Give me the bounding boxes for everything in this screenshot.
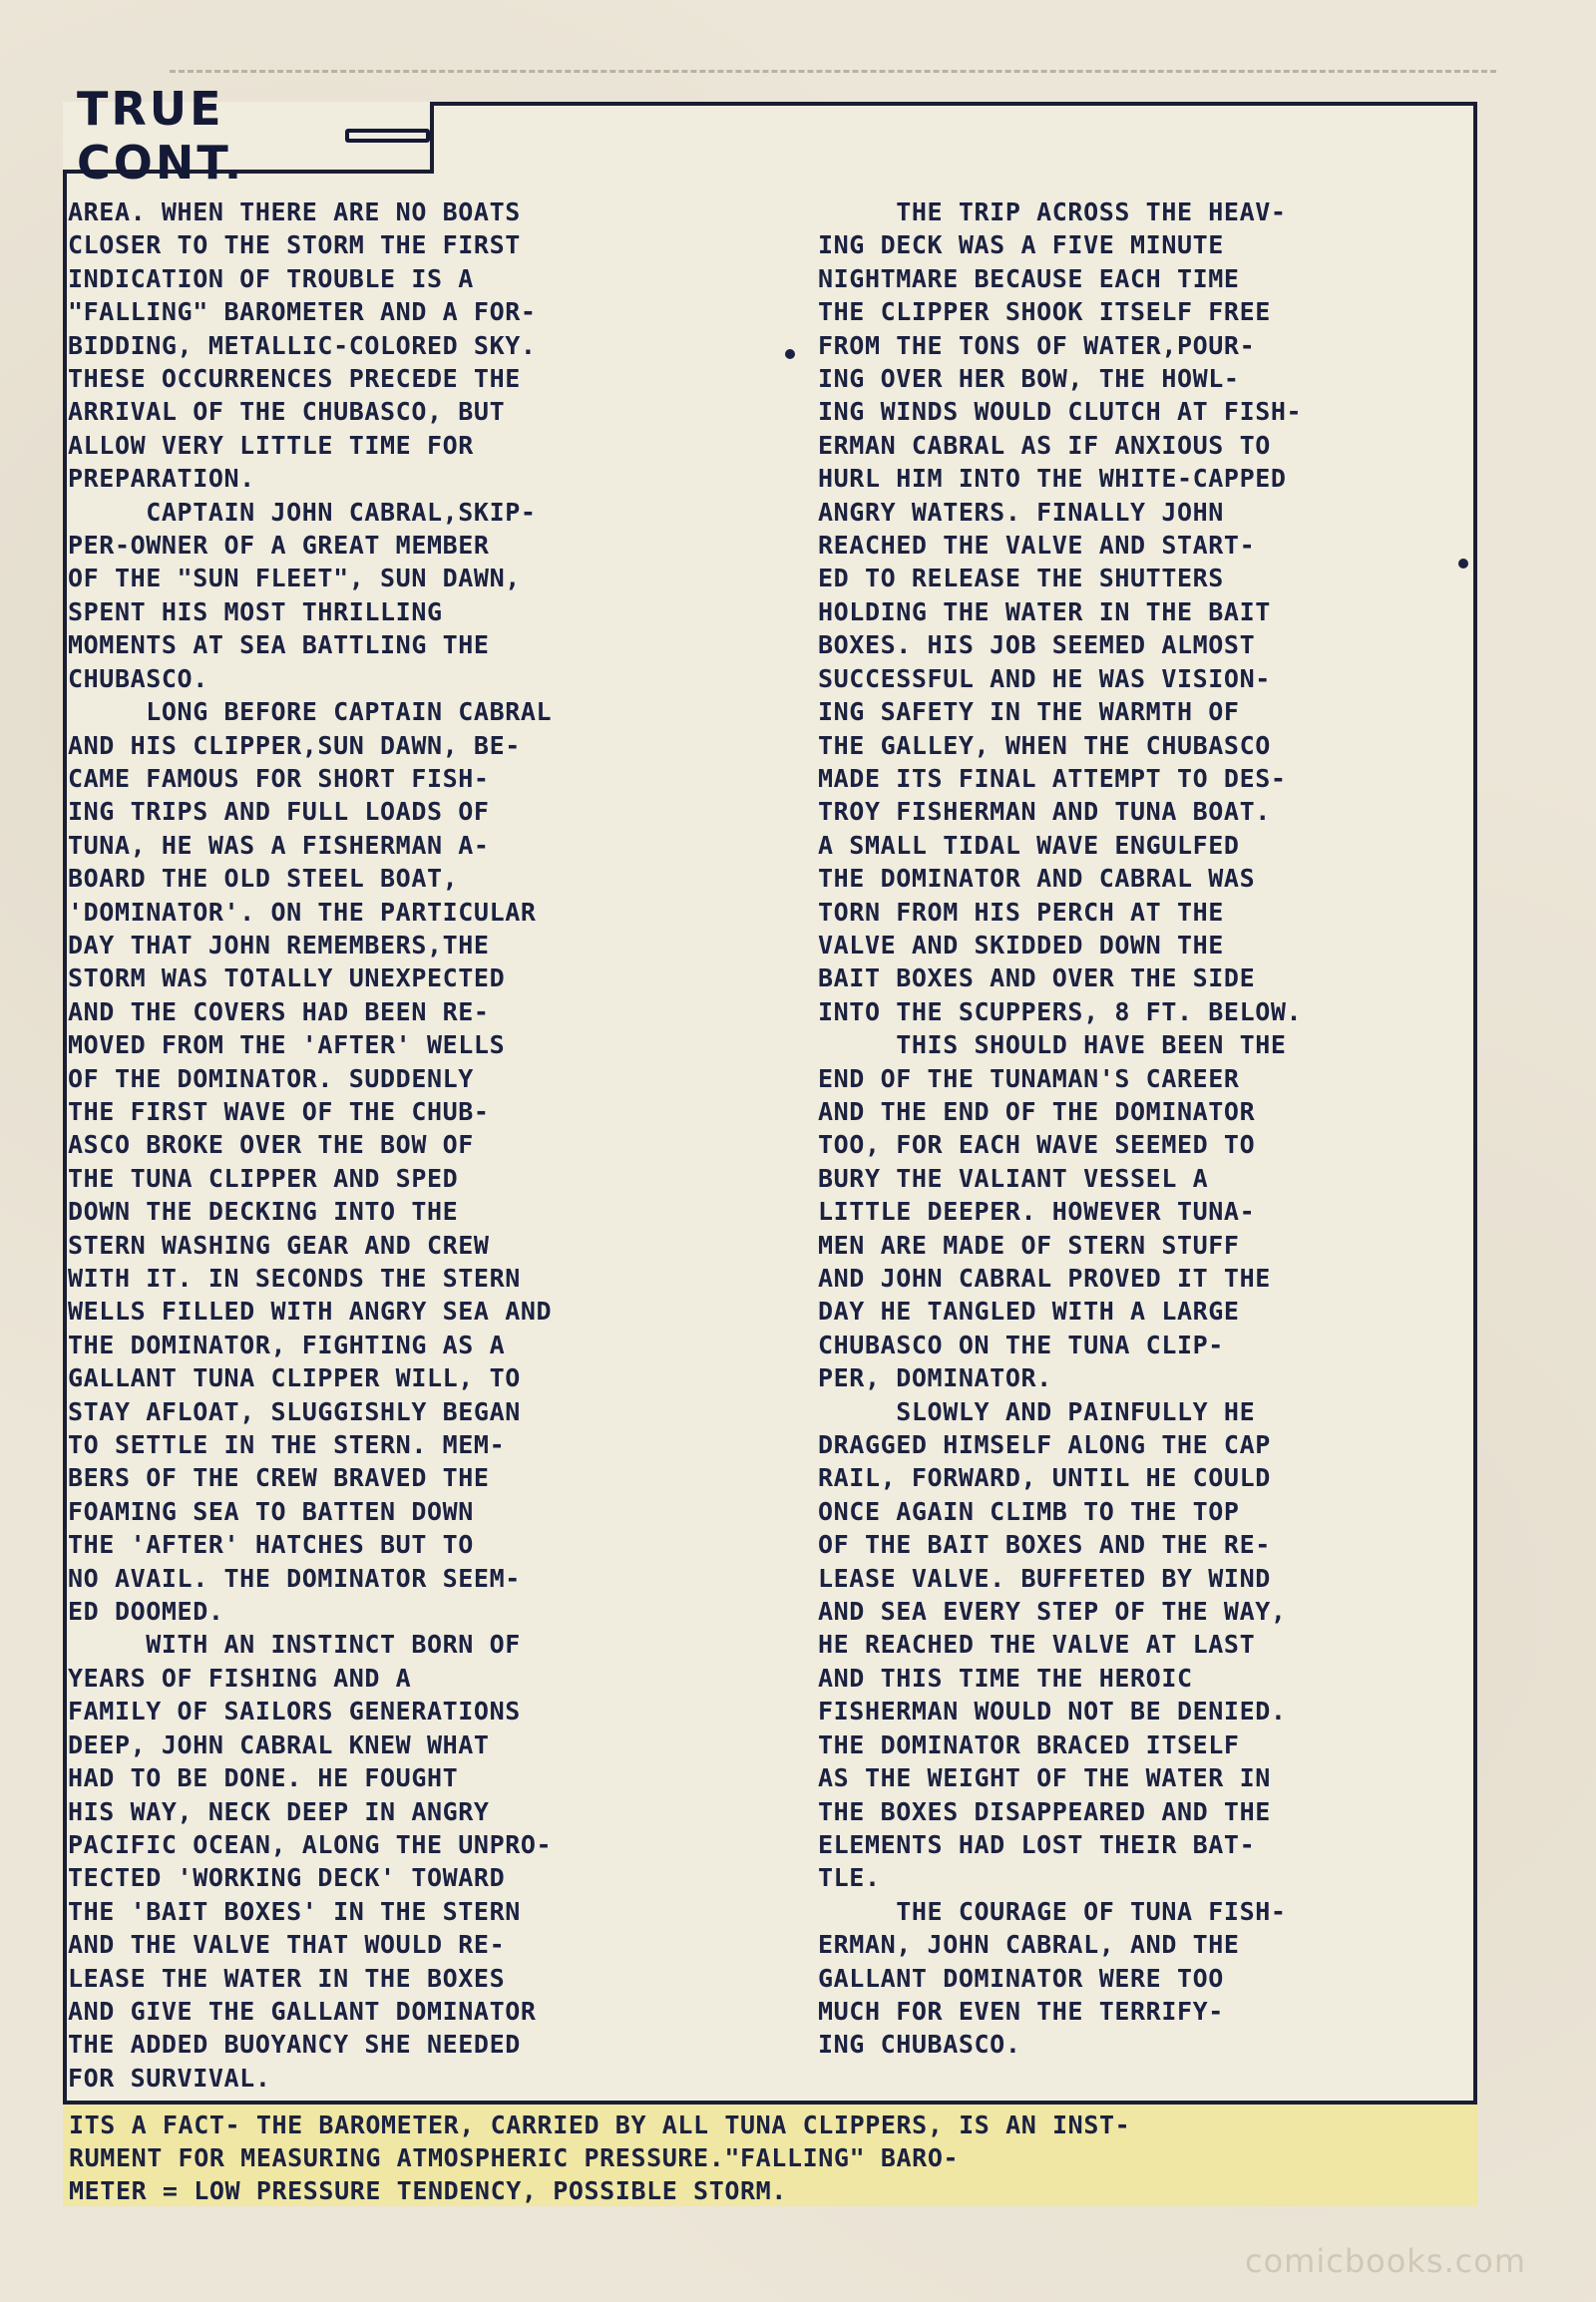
text-line: CHUBASCO. — [68, 663, 208, 693]
text-line: VALVE AND SKIDDED DOWN THE — [818, 930, 1224, 959]
text-line: TO SETTLE IN THE STERN. MEM- — [68, 1430, 506, 1460]
text-line: FROM THE TONS OF WATER,POUR- — [818, 330, 1256, 360]
text-line: ED DOOMED. — [68, 1597, 224, 1627]
text-line: HURL HIM INTO THE WHITE-CAPPED — [818, 464, 1287, 494]
text-line: THE COURAGE OF TUNA FISH- — [818, 1896, 1287, 1926]
text-line: AND SEA EVERY STEP OF THE WAY, — [818, 1597, 1287, 1627]
text-line: "FALLING" BAROMETER AND A FOR- — [68, 297, 537, 327]
text-line: ING CHUBASCO. — [818, 2030, 1021, 2060]
page-title: TRUE CONT. — [77, 82, 245, 190]
text-line: FOR SURVIVAL. — [68, 2063, 271, 2093]
site-watermark: comicbooks.com — [1244, 2242, 1526, 2280]
text-line: REACHED THE VALVE AND START- — [818, 531, 1256, 561]
text-line: HOLDING THE WATER IN THE BAIT — [818, 596, 1271, 626]
text-line: MUCH FOR EVEN THE TERRIFY- — [818, 1996, 1224, 2026]
header-box — [63, 82, 434, 190]
text-line: GALLANT TUNA CLIPPER WILL, TO — [68, 1363, 521, 1393]
bullet-dot — [785, 349, 795, 359]
text-line: THE CLIPPER SHOOK ITSELF FREE — [818, 297, 1271, 327]
text-line: THE TRIP ACROSS THE HEAV- — [818, 197, 1287, 226]
text-line: STAY AFLOAT, SLUGGISHLY BEGAN — [68, 1396, 521, 1426]
text-line: ED TO RELEASE THE SHUTTERS — [818, 564, 1224, 593]
text-line: AND JOHN CABRAL PROVED IT THE — [818, 1264, 1271, 1293]
text-line: TOO, FOR EACH WAVE SEEMED TO — [818, 1130, 1256, 1160]
text-line: ITS A FACT- THE BAROMETER, CARRIED BY ALL TUNA CLIPPERS, IS AN INST- — [69, 2110, 1131, 2139]
top-dashed-line — [170, 70, 1496, 73]
text-line: BAIT BOXES AND OVER THE SIDE — [818, 963, 1256, 993]
text-line: THE DOMINATOR BRACED ITSELF — [818, 1729, 1240, 1759]
text-line: BERS OF THE CREW BRAVED THE — [68, 1463, 490, 1493]
text-line: ING OVER HER BOW, THE HOWL- — [818, 364, 1240, 394]
text-line: ING WINDS WOULD CLUTCH AT FISH- — [818, 397, 1303, 427]
text-line: TECTED 'WORKING DECK' TOWARD — [68, 1863, 506, 1893]
text-line: THE 'BAIT BOXES' IN THE STERN — [68, 1896, 521, 1926]
text-line: HIS WAY, NECK DEEP IN ANGRY — [68, 1796, 490, 1826]
text-line: AND HIS CLIPPER,SUN DAWN, BE- — [68, 730, 521, 760]
text-line: STERN WASHING GEAR AND CREW — [68, 1230, 490, 1260]
left-text-column — [68, 195, 766, 2095]
text-line: YEARS OF FISHING AND A — [68, 1663, 412, 1693]
text-line: BIDDING, METALLIC-COLORED SKY. — [68, 330, 537, 360]
text-line: PER, DOMINATOR. — [818, 1363, 1052, 1393]
text-line: MADE ITS FINAL ATTEMPT TO DES- — [818, 763, 1287, 793]
text-line: FISHERMAN WOULD NOT BE DENIED. — [818, 1697, 1287, 1726]
text-line: WITH AN INSTINCT BORN OF — [68, 1630, 521, 1660]
text-line: METER = LOW PRESSURE TENDENCY, POSSIBLE STORM. — [69, 2176, 787, 2205]
text-line: SLOWLY AND PAINFULLY HE — [818, 1396, 1256, 1426]
text-line: ARRIVAL OF THE CHUBASCO, BUT — [68, 397, 506, 427]
text-line: RUMENT FOR MEASURING ATMOSPHERIC PRESSURE."FALLING" BARO- — [69, 2143, 960, 2172]
text-line: THE GALLEY, WHEN THE CHUBASCO — [818, 730, 1271, 760]
text-line: NO AVAIL. THE DOMINATOR SEEM- — [68, 1563, 521, 1593]
text-line: LITTLE DEEPER. HOWEVER TUNA- — [818, 1197, 1256, 1227]
text-line: ING SAFETY IN THE WARMTH OF — [818, 697, 1240, 727]
text-line: TUNA, HE WAS A FISHERMAN A- — [68, 830, 490, 860]
text-line: TROY FISHERMAN AND TUNA BOAT. — [818, 797, 1271, 827]
text-line: SPENT HIS MOST THRILLING — [68, 596, 443, 626]
text-line: DEEP, JOHN CABRAL KNEW WHAT — [68, 1729, 490, 1759]
text-line: LEASE THE WATER IN THE BOXES — [68, 1963, 506, 1993]
text-line: LEASE VALVE. BUFFETED BY WIND — [818, 1563, 1271, 1593]
right-text-column — [818, 195, 1516, 2062]
text-line: MOVED FROM THE 'AFTER' WELLS — [68, 1030, 506, 1060]
text-line: DRAGGED HIMSELF ALONG THE CAP — [818, 1430, 1271, 1460]
text-line: DAY HE TANGLED WITH A LARGE — [818, 1297, 1240, 1327]
text-line: ING TRIPS AND FULL LOADS OF — [68, 797, 490, 827]
text-line: AND GIVE THE GALLANT DOMINATOR — [68, 1996, 537, 2026]
text-line: ERMAN, JOHN CABRAL, AND THE — [818, 1930, 1240, 1960]
text-line: DAY THAT JOHN REMEMBERS,THE — [68, 930, 490, 959]
text-line: CHUBASCO ON THE TUNA CLIP- — [818, 1330, 1224, 1359]
text-line: AND THE COVERS HAD BEEN RE- — [68, 996, 490, 1026]
text-line: CAPTAIN JOHN CABRAL,SKIP- — [68, 497, 537, 527]
text-line: ANGRY WATERS. FINALLY JOHN — [818, 497, 1224, 527]
text-line: WITH IT. IN SECONDS THE STERN — [68, 1264, 521, 1293]
text-line: AND THE END OF THE DOMINATOR — [818, 1096, 1256, 1126]
text-line: CLOSER TO THE STORM THE FIRST — [68, 230, 521, 260]
text-line: RAIL, FORWARD, UNTIL HE COULD — [818, 1463, 1271, 1493]
text-line: END OF THE TUNAMAN'S CAREER — [818, 1063, 1240, 1093]
text-line: THE FIRST WAVE OF THE CHUB- — [68, 1096, 490, 1126]
text-line: THIS SHOULD HAVE BEEN THE — [818, 1030, 1287, 1060]
text-line: NIGHTMARE BECAUSE EACH TIME — [818, 263, 1240, 293]
text-line: HAD TO BE DONE. HE FOUGHT — [68, 1763, 459, 1793]
text-line: ING DECK WAS A FIVE MINUTE — [818, 230, 1224, 260]
text-line: CAME FAMOUS FOR SHORT FISH- — [68, 763, 490, 793]
text-line: ASCO BROKE OVER THE BOW OF — [68, 1130, 474, 1160]
text-line: PACIFIC OCEAN, ALONG THE UNPRO- — [68, 1829, 553, 1859]
text-line: AND THE VALVE THAT WOULD RE- — [68, 1930, 506, 1960]
text-line: PER-OWNER OF A GREAT MEMBER — [68, 531, 490, 561]
text-line: HE REACHED THE VALVE AT LAST — [818, 1630, 1256, 1660]
text-line: OF THE DOMINATOR. SUDDENLY — [68, 1063, 474, 1093]
text-line: THESE OCCURRENCES PRECEDE THE — [68, 364, 521, 394]
text-line: BURY THE VALIANT VESSEL A — [818, 1163, 1209, 1193]
text-line: THE BOXES DISAPPEARED AND THE — [818, 1796, 1271, 1826]
text-line: INTO THE SCUPPERS, 8 FT. BELOW. — [818, 996, 1303, 1026]
text-line: WELLS FILLED WITH ANGRY SEA AND — [68, 1297, 553, 1327]
text-line: TORN FROM HIS PERCH AT THE — [818, 897, 1224, 927]
text-line: ELEMENTS HAD LOST THEIR BAT- — [818, 1829, 1256, 1859]
text-line: A SMALL TIDAL WAVE ENGULFED — [818, 830, 1240, 860]
text-line: AS THE WEIGHT OF THE WATER IN — [818, 1763, 1271, 1793]
text-line: BOXES. HIS JOB SEEMED ALMOST — [818, 630, 1256, 660]
text-line: ALLOW VERY LITTLE TIME FOR — [68, 430, 474, 460]
text-line: OF THE "SUN FLEET", SUN DAWN, — [68, 564, 521, 593]
text-line: GALLANT DOMINATOR WERE TOO — [818, 1963, 1224, 1993]
text-line: DOWN THE DECKING INTO THE — [68, 1197, 459, 1227]
text-line: AND THIS TIME THE HEROIC — [818, 1663, 1193, 1693]
text-line: ERMAN CABRAL AS IF ANXIOUS TO — [818, 430, 1271, 460]
text-line: BOARD THE OLD STEEL BOAT, — [68, 864, 459, 894]
text-line: THE TUNA CLIPPER AND SPED — [68, 1163, 459, 1193]
text-line: 'DOMINATOR'. ON THE PARTICULAR — [68, 897, 537, 927]
text-line: FAMILY OF SAILORS GENERATIONS — [68, 1697, 521, 1726]
its-a-fact-box — [63, 2101, 1477, 2206]
header-rule-decoration — [345, 129, 430, 143]
text-line: MEN ARE MADE OF STERN STUFF — [818, 1230, 1240, 1260]
text-line: AREA. WHEN THERE ARE NO BOATS — [68, 197, 521, 226]
text-line: SUCCESSFUL AND HE WAS VISION- — [818, 663, 1271, 693]
text-line: TLE. — [818, 1863, 881, 1893]
text-line: THE 'AFTER' HATCHES BUT TO — [68, 1530, 474, 1560]
text-line: LONG BEFORE CAPTAIN CABRAL — [68, 697, 553, 727]
text-line: PREPARATION. — [68, 464, 255, 494]
text-line: STORM WAS TOTALLY UNEXPECTED — [68, 963, 506, 993]
text-line: THE DOMINATOR AND CABRAL WAS — [818, 864, 1256, 894]
text-line: MOMENTS AT SEA BATTLING THE — [68, 630, 490, 660]
text-line: THE ADDED BUOYANCY SHE NEEDED — [68, 2030, 521, 2060]
text-line: THE DOMINATOR, FIGHTING AS A — [68, 1330, 506, 1359]
text-line: INDICATION OF TROUBLE IS A — [68, 263, 474, 293]
text-line: OF THE BAIT BOXES AND THE RE- — [818, 1530, 1271, 1560]
text-line: ONCE AGAIN CLIMB TO THE TOP — [818, 1496, 1240, 1526]
text-line: FOAMING SEA TO BATTEN DOWN — [68, 1496, 474, 1526]
